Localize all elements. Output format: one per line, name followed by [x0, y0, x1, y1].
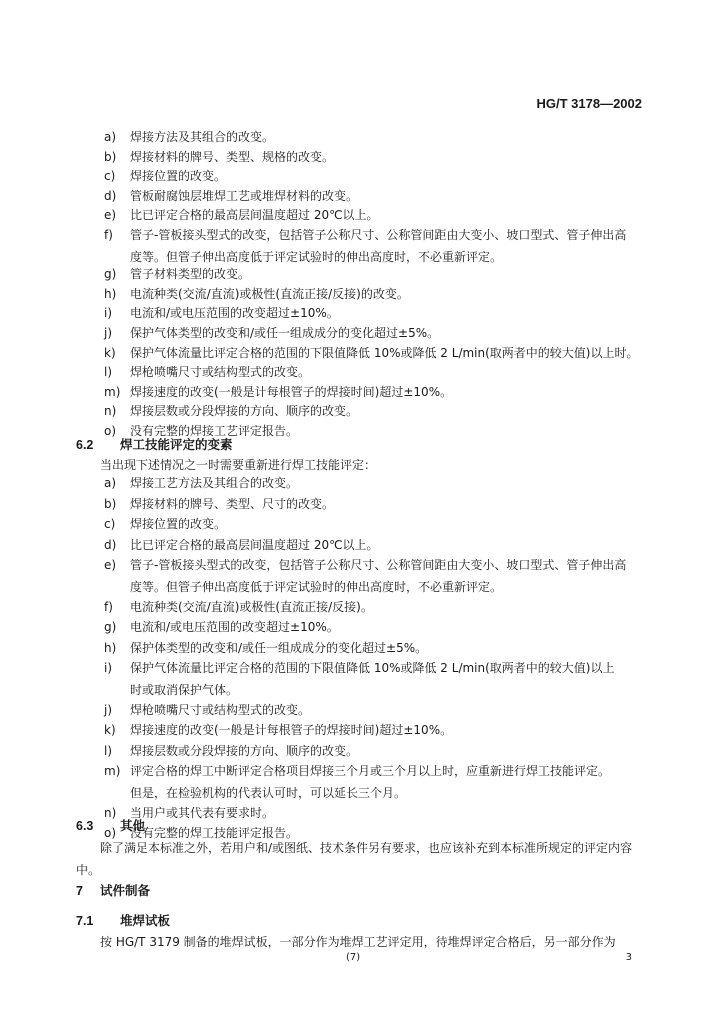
- item-text-continued: 但是，在检验机构的代表认可时，可以延长三个月。: [130, 786, 407, 801]
- item-label: h): [104, 286, 117, 301]
- item-label: k): [104, 723, 116, 738]
- list-item: [104, 554, 644, 598]
- item-text: 保护体类型的改变和/或任一组成成分的变化超过±5%。: [130, 640, 428, 655]
- item-text: 管子-管板接头型式的改变，包括管子公称尺寸、公称管间距由大变小、坡口型式、管子伸出高: [130, 228, 627, 242]
- list-item: [104, 699, 644, 721]
- list-item: [104, 616, 644, 638]
- item-label: l): [104, 743, 113, 758]
- item-label: e): [104, 558, 117, 573]
- section-6-3-heading: [76, 815, 145, 837]
- item-text-continued: 度等。但管子伸出高度低于评定试验时的伸出高度时，不必重新评定。: [130, 580, 503, 595]
- item-text: 比已评定合格的最高层间温度超过 20℃以上。: [130, 537, 379, 552]
- section-7-1-heading: [76, 910, 170, 932]
- section-7-1-paragraph: 按 HG/T 3179 制备的堆焊试板，一部分作为堆焊工艺评定用，待堆焊评定合格后，另一部分作为: [100, 935, 616, 949]
- item-text: 评定合格的焊工中断评定合格项目焊接三个月或三个月以上时，应重新进行焊工技能评定。: [130, 764, 611, 779]
- item-label: b): [104, 149, 117, 164]
- list-item: [104, 760, 644, 804]
- item-label: d): [104, 537, 117, 552]
- list-item: [104, 534, 644, 556]
- section-6-3-paragraph: 除了满足本标准之外，若用户和/或图纸、技术条件另有要求，也应该补充到本标准所规定的评定内容中。: [76, 841, 633, 877]
- item-text-continued: 度等。但管子伸出高度低于评定试验时的伸出高度时，不必重新评定。: [130, 250, 503, 264]
- list-item: [104, 719, 644, 741]
- section-number: 7: [76, 884, 83, 898]
- item-label: j): [104, 326, 113, 340]
- item-label: m): [104, 764, 121, 779]
- item-label: f): [104, 228, 113, 242]
- item-label: g): [104, 267, 117, 282]
- section-number: 7.1: [76, 914, 94, 928]
- item-label: a): [104, 130, 117, 144]
- item-text: 比已评定合格的最高层间温度超过 20℃以上。: [130, 208, 379, 223]
- item-label: n): [104, 805, 117, 820]
- item-text: 没有完整的焊接工艺评定报告。: [130, 424, 299, 438]
- item-text: 焊接层数或分段焊接的方向、顺序的改变。: [130, 743, 359, 758]
- list-item: [104, 596, 644, 618]
- item-text: 电流和/或电压范围的改变超过±10%。: [130, 306, 339, 321]
- item-text: 焊接速度的改变(一般是计每根管子的焊接时间)超过±10%。: [130, 384, 453, 399]
- section-title: 焊工技能评定的变素: [120, 437, 233, 452]
- item-label: c): [104, 169, 116, 184]
- section-7-heading: [76, 880, 150, 902]
- item-text: 保护气体流量比评定合格的范围的下限值降低 10%或降低 2 L/min(取两者中的较大值)以上时。: [130, 345, 639, 360]
- list-item: [104, 802, 644, 824]
- item-label: k): [104, 345, 116, 360]
- item-text: 当用户或其代表有要求时。: [130, 805, 275, 820]
- item-label: f): [104, 599, 113, 614]
- item-text: 电流和/或电压范围的改变超过±10%。: [130, 620, 339, 635]
- item-text: 焊接方法及其组合的改变。: [130, 130, 275, 144]
- item-text: 焊枪喷嘴尺寸或结构型式的改变。: [130, 702, 311, 717]
- item-text: 管子-管板接头型式的改变，包括管子公称尺寸、公称管间距由大变小、坡口型式、管子伸出高: [130, 558, 627, 573]
- item-label: i): [104, 306, 113, 321]
- list-item: [104, 493, 644, 515]
- item-label: m): [104, 384, 121, 399]
- item-label: e): [104, 208, 117, 223]
- item-text: 管子材料类型的改变。: [130, 267, 251, 282]
- item-label: d): [104, 188, 117, 203]
- section-title: 试件制备: [100, 883, 151, 898]
- item-text-continued: 时或取消保护气体。: [130, 683, 239, 698]
- item-text: 没有完整的焊工技能评定报告。: [130, 826, 299, 841]
- item-text: 焊接位置的改变。: [130, 169, 227, 184]
- section-6-2-heading: [76, 434, 233, 456]
- item-text: 焊接层数或分段焊接的方向、顺序的改变。: [130, 404, 359, 419]
- item-label: j): [104, 702, 113, 717]
- list-item: [104, 472, 644, 494]
- item-label: o): [104, 826, 117, 841]
- item-text: 电流种类(交流/直流)或极性(直流正接/反接)的改变。: [130, 286, 409, 301]
- footer-sequence: (7): [346, 952, 361, 963]
- section-number: 6.3: [76, 819, 94, 833]
- item-text: 保护气体流量比评定合格的范围的下限值降低 10%或降低 2 L/min(取两者中的较大值)以上: [130, 661, 615, 676]
- item-label: c): [104, 517, 116, 532]
- item-label: a): [104, 476, 117, 490]
- item-label: o): [104, 424, 117, 438]
- item-text: 焊接材料的牌号、类型、规格的改变。: [130, 149, 335, 164]
- item-label: b): [104, 496, 117, 511]
- item-text: 保护气体类型的改变和/或任一组成成分的变化超过±5%。: [130, 326, 440, 340]
- item-label: g): [104, 620, 117, 635]
- item-text: 电流种类(交流/直流)或极性(直流正接/反接)。: [130, 599, 373, 614]
- section-title: 其他: [120, 818, 146, 833]
- item-label: i): [104, 661, 113, 676]
- item-text: 焊接位置的改变。: [130, 517, 227, 532]
- item-label: n): [104, 404, 117, 419]
- section-title: 堆焊试板: [120, 913, 171, 928]
- list-item: [104, 637, 644, 659]
- page-number: 3: [625, 952, 632, 963]
- item-text: 焊枪喷嘴尺寸或结构型式的改变。: [130, 365, 311, 380]
- section-6-2-intro: 当出现下述情况之一时需要重新进行焊工技能评定：: [100, 458, 377, 472]
- list-item: [104, 740, 644, 762]
- section-number: 6.2: [76, 438, 94, 452]
- item-text: 焊接工艺方法及其组合的改变。: [130, 476, 299, 490]
- item-text: 焊接材料的牌号、类型、尺寸的改变。: [130, 496, 335, 511]
- item-label: l): [104, 365, 113, 380]
- item-text: 管板耐腐蚀层堆焊工艺或堆焊材料的改变。: [130, 188, 359, 203]
- item-text: 焊接速度的改变(一般是计每根管子的焊接时间)超过±10%。: [130, 723, 453, 738]
- list-item: [104, 224, 644, 268]
- item-label: h): [104, 640, 117, 655]
- standard-code: HG/T 3178—2002: [536, 96, 642, 111]
- list-item: [104, 657, 644, 701]
- list-item: [104, 513, 644, 535]
